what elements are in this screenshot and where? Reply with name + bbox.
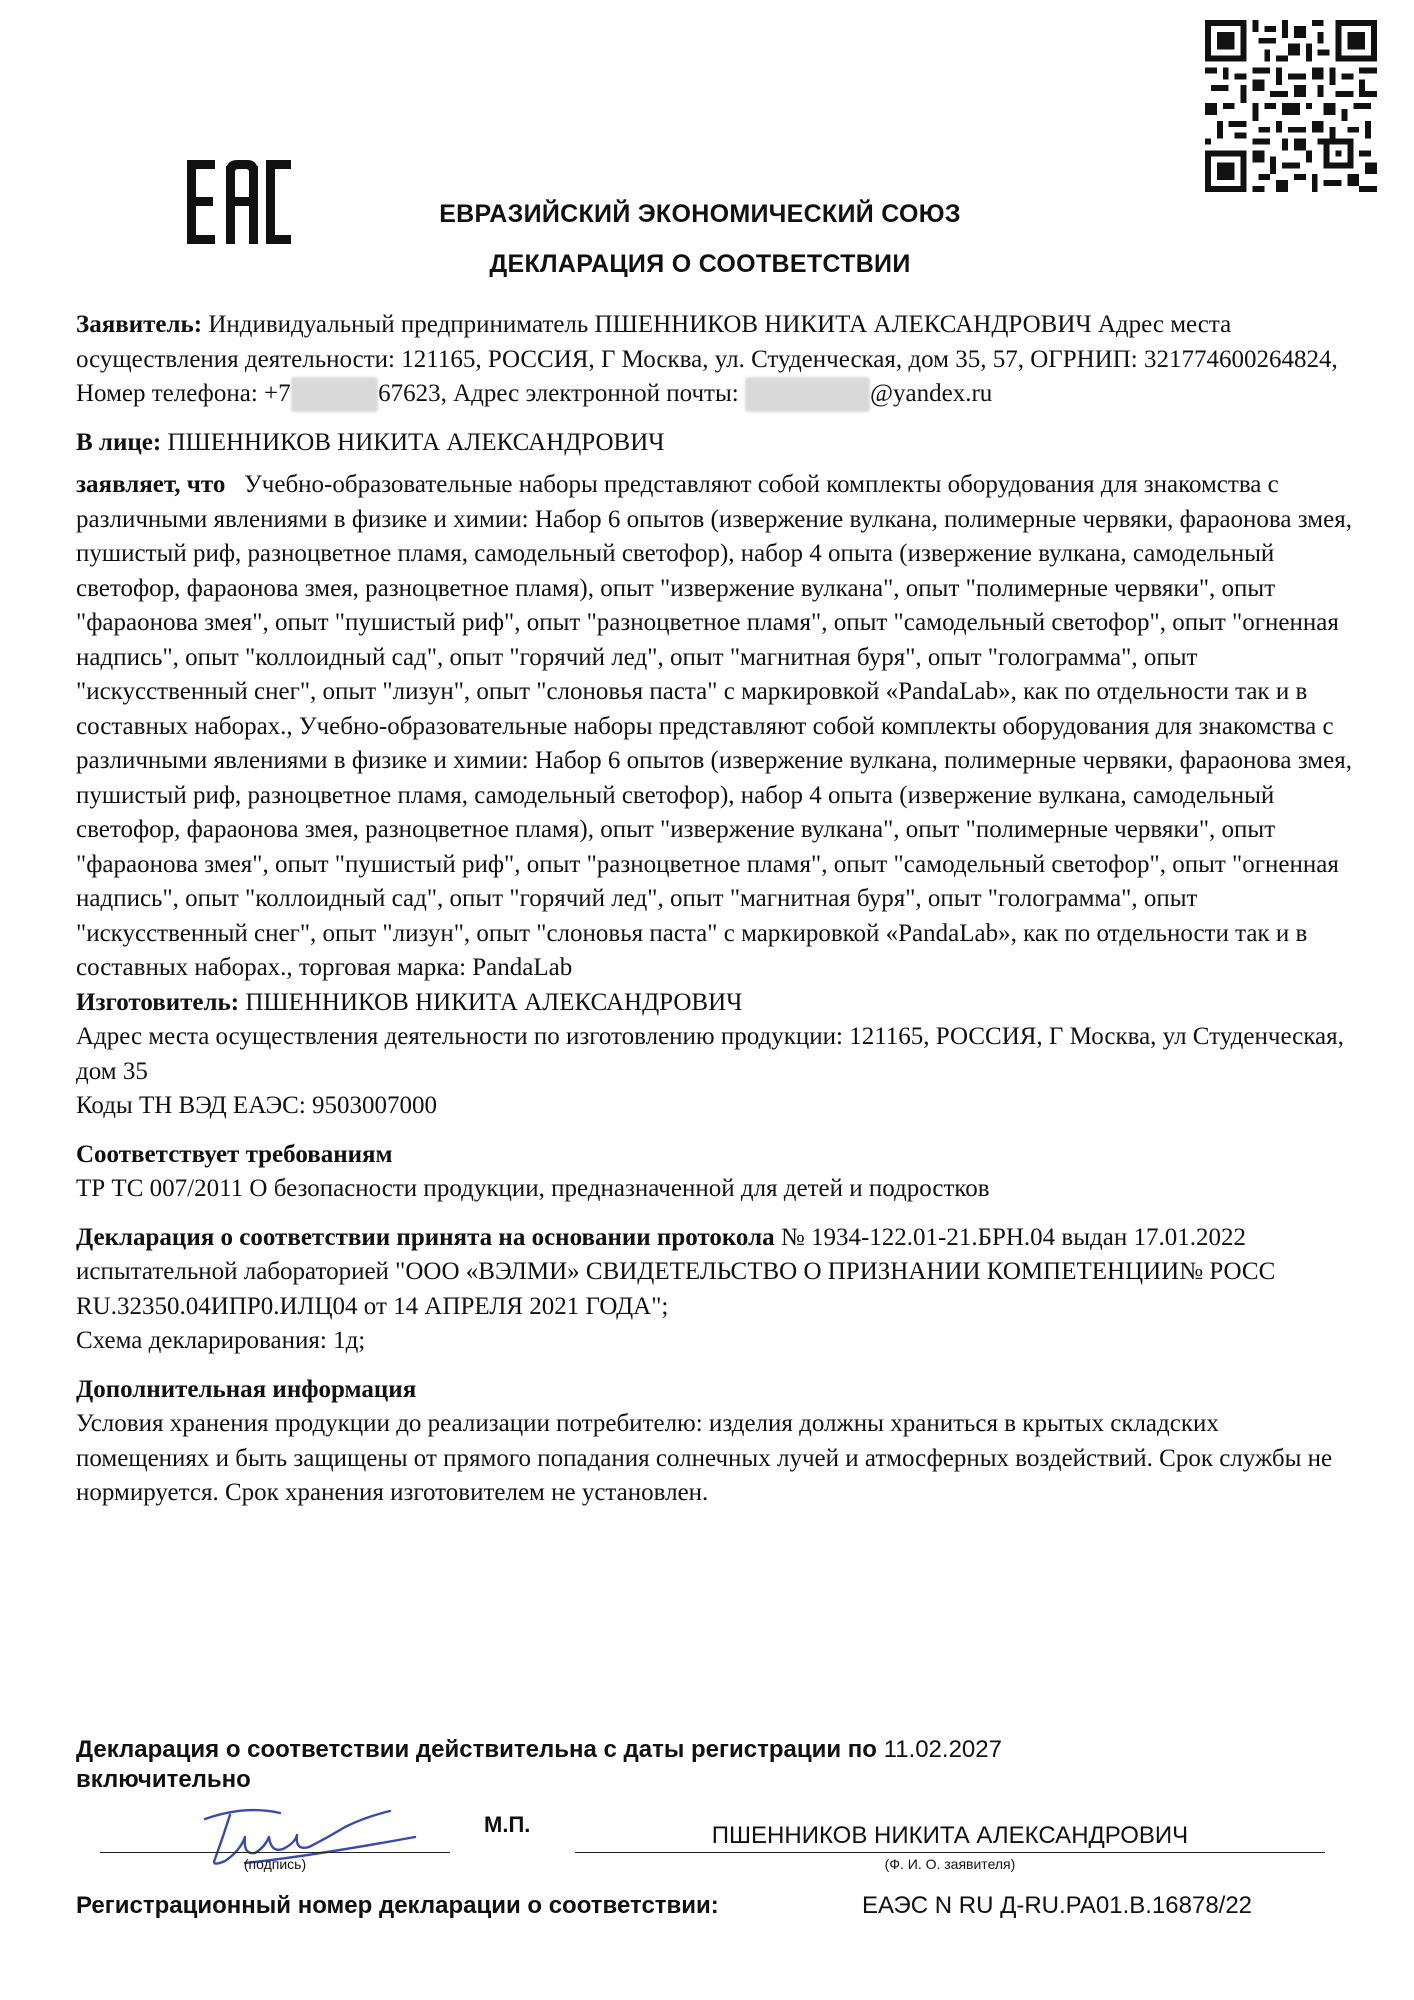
name-line: [575, 1852, 1325, 1853]
manufacturer-label: Изготовитель:: [76, 988, 240, 1016]
manufacturer-address: Адрес места осуществления деятельности по изготовлению продукции: 121165, РОССИЯ, Г Москва, ул Студенческая, дом 35: [76, 1023, 1344, 1085]
statement-section: [76, 468, 1356, 986]
statement-text: Учебно-образовательные наборы представляют собой комплекты оборудования для знакомства с различными явлениями в физике и химии: Набор 6 опытов (извержение вулкана, полимерные червяки, фараонова змея, пушистый риф, разноцветное пламя, самодельный светофор), набор 4 опыта (извержение вулкана, самодельный светофор, фараонова змея, разноцветное пламя), опыт "извержение вулкана", опыт "полимерные червяки", опыт "фараонова змея", опыт "пушистый риф", опыт "разноцветное пламя", опыт "самодельный светофор", опыт "огненная надпись", опыт "коллоидный сад", опыт "горячий лед", опыт "магнитная буря", опыт "голограмма", опыт "искусственный снег", опыт "лизун", опыт "слоновья паста" с маркировкой «PandaLab», как по отдельности так и в составных наборах., Учебно-образовательные наборы представляют собой комплекты оборудования для знакомства с различными явлениями в физике и химии: Набор 6 опытов (извержение вулкана, полимерные червяки, фараонова змея, пушистый риф, разноцветное пламя, самодельный светофор), набор 4 опыта (извержение вулкана, самодельный светофор, фараонова змея, разноцветное пламя), опыт "извержение вулкана", опыт "полимерные червяки", опыт "фараонова змея", опыт "пушистый риф", опыт "разноцветное пламя", опыт "самодельный светофор", опыт "огненная надпись", опыт "коллоидный сад", опыт "горячий лед", опыт "магнитная буря", опыт "голограмма", опыт "искусственный снег", опыт "лизун", опыт "слоновья паста" с маркировкой «PandaLab», как по отдельности так и в составных наборах., торговая марка: PandaLab: [76, 471, 1352, 981]
additional-info-text: Условия хранения продукции до реализации потребителю: изделия должны храниться в крытых складских помещениях и быть защищены от прямого попадания солнечных лучей и атмосферных воздействий. Срок службы не нормируется. Срок хранения изготовителем не установлен.: [76, 1410, 1333, 1506]
applicant-phone-tail: 67623,: [378, 380, 447, 407]
validity-statement: [76, 1735, 1276, 1795]
name-caption: (Ф. И. О. заявителя): [884, 1856, 1016, 1872]
declaration-title: ДЕКЛАРАЦИЯ О СООТВЕТСТВИИ: [489, 250, 911, 278]
representative-label: В лице:: [76, 428, 162, 456]
applicant-email-tail: @yandex.ru: [869, 380, 993, 407]
eac-logo: [185, 158, 293, 246]
applicant-full-name: ПШЕННИКОВ НИКИТА АЛЕКСАНДРОВИЧ: [711, 1822, 1189, 1849]
additional-info-label: Дополнительная информация: [76, 1375, 417, 1403]
statement-label: заявляет, что: [76, 471, 226, 498]
manufacturer-section: [76, 986, 1356, 1021]
validity-label: Декларация о соответствии действительна с даты регистрации по: [76, 1736, 877, 1763]
declaration-scheme: Схема декларирования: 1д;: [76, 1327, 366, 1354]
basis-section: [76, 1221, 1356, 1325]
redacted-email: [745, 377, 870, 412]
redacted-phone: [291, 377, 379, 412]
signature-caption: (подпись): [243, 1856, 307, 1872]
validity-date: 11.02.2027: [883, 1736, 1002, 1763]
applicant-email-label: Адрес электронной почты:: [453, 380, 739, 407]
applicant-text: Индивидуальный предприниматель ПШЕННИКОВ НИКИТА АЛЕКСАНДРОВИЧ Адрес места осуществления деятельности: 121165, РОССИЯ, Г Москва, ул. Студенческая, дом 35, 57, ОГРНИП: 321774600264824, Номер телефона: +7: [76, 311, 1338, 407]
basis-label: Декларация о соответствии принята на основании протокола: [76, 1223, 775, 1251]
representative-name: ПШЕННИКОВ НИКИТА АЛЕКСАНДРОВИЧ: [167, 428, 665, 456]
applicant-section: [76, 308, 1356, 412]
basis-text: № 1934-122.01-21.БРН.04 выдан 17.01.2022 испытательной лабораторией "ООО «ВЭЛМИ» СВИДЕТЕЛЬСТВО О ПРИЗНАНИИ КОМПЕТЕНЦИИ№ РОСС RU.32350.04ИПР0.ИЛЦ04 от 14 АПРЕЛЯ 2021 ГОДА";: [76, 1223, 1276, 1320]
requirements-text: ТР ТС 007/2011 О безопасности продукции, предназначенной для детей и подростков: [76, 1175, 990, 1202]
seal-place-label: М.П.: [484, 1812, 531, 1837]
requirements-label: Соответствует требованиям: [76, 1140, 393, 1168]
union-title: ЕВРАЗИЙСКИЙ ЭКОНОМИЧЕСКИЙ СОЮЗ: [439, 200, 961, 228]
applicant-label: Заявитель:: [76, 311, 203, 338]
declaration-body: [76, 308, 1356, 1511]
tn-ved-codes: Коды ТН ВЭД ЕАЭС: 9503007000: [76, 1092, 438, 1119]
representative-section: [76, 426, 1356, 461]
validity-tail: включительно: [76, 1766, 251, 1793]
registration-number: ЕАЭС N RU Д-RU.PA01.B.16878/22: [862, 1892, 1253, 1919]
manufacturer-name: ПШЕННИКОВ НИКИТА АЛЕКСАНДРОВИЧ: [245, 988, 743, 1016]
qr-code: [1205, 20, 1377, 192]
signature-line: [100, 1852, 450, 1853]
registration-label: Регистрационный номер декларации о соответствии:: [76, 1892, 719, 1919]
